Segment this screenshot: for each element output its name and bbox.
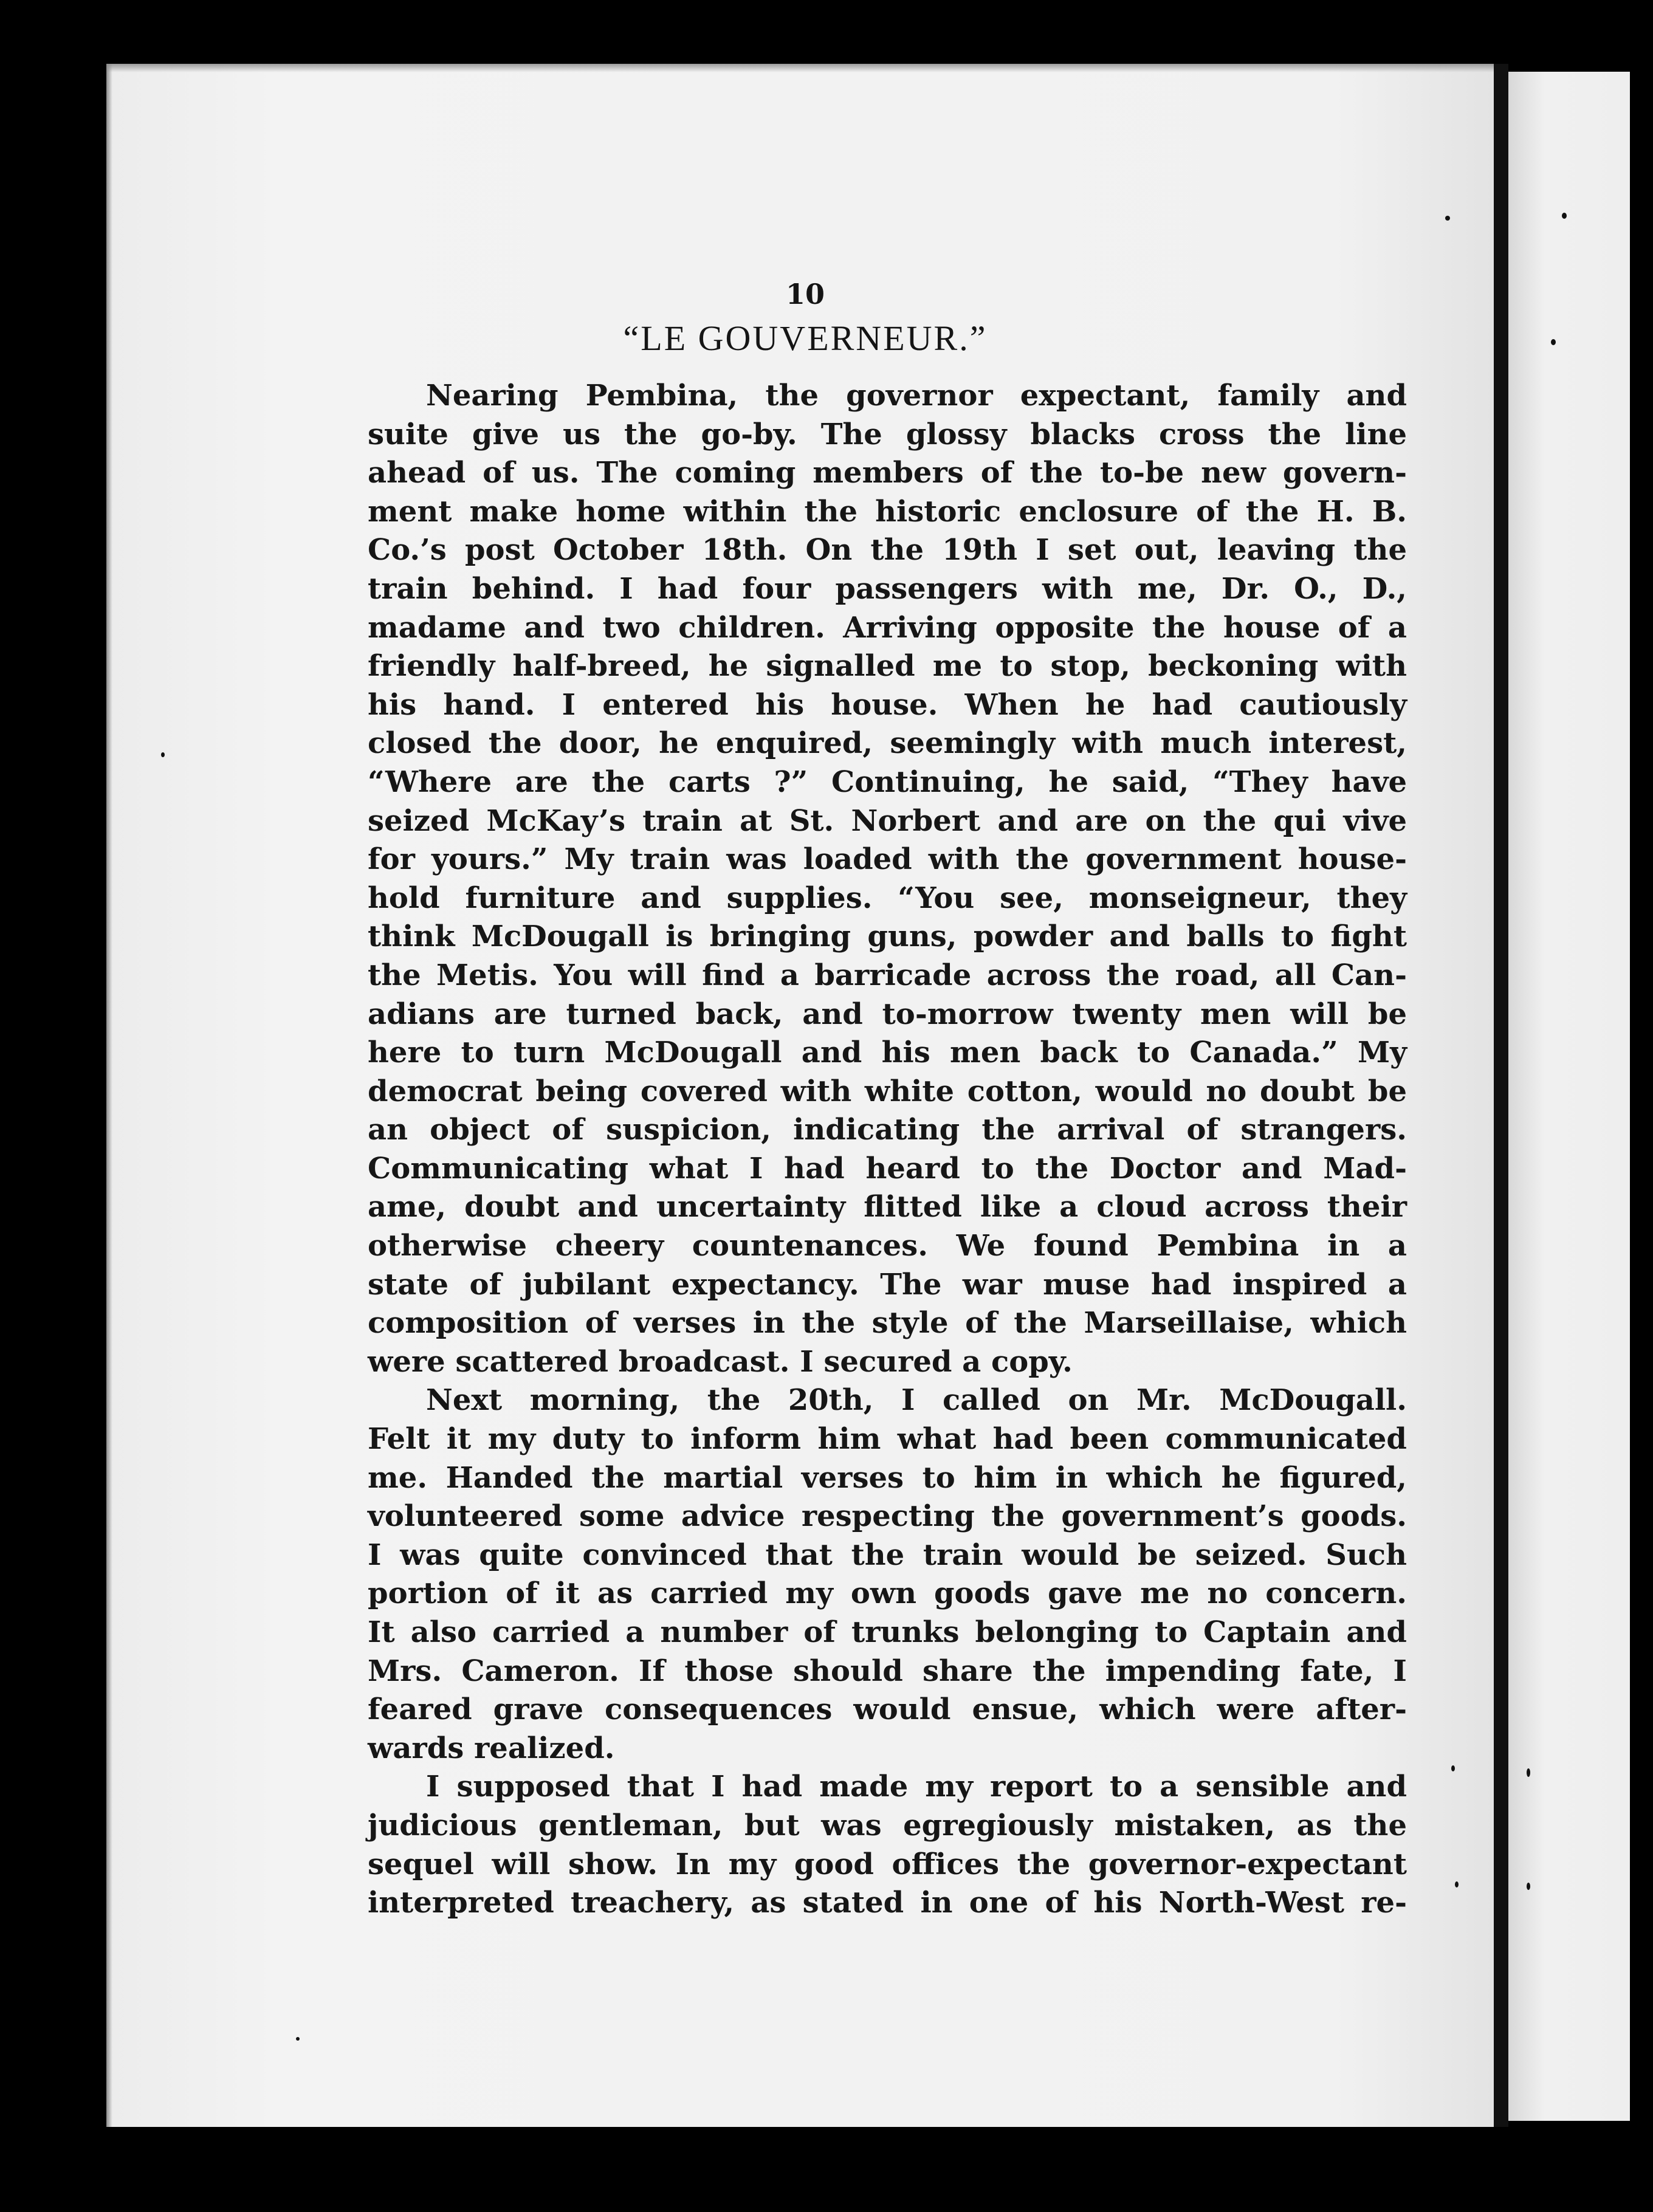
scan-speck (1551, 339, 1556, 345)
text-line: closed the door, he enquired, seemingly with much interest, (368, 726, 1407, 761)
page-edge-shadow-top (106, 64, 1504, 72)
text-line: for yours.” My train was loaded with the government house- (368, 842, 1407, 877)
body-text (368, 377, 1407, 1923)
scan-speck (161, 752, 165, 757)
scan-speck (1451, 1765, 1455, 1771)
book-page (106, 64, 1504, 2127)
text-line: Nearing Pembina, the governor expectant, family and (426, 379, 1407, 413)
text-line: Co.’s post October 18th. On the 19th I set out, leaving the (368, 533, 1407, 568)
text-line: were scattered broadcast. I secured a copy. (368, 1344, 1073, 1379)
text-line: volunteered some advice respecting the government’s goods. (368, 1499, 1407, 1534)
text-line: It also carried a number of trunks belonging to Captain and (368, 1615, 1407, 1649)
text-line: his hand. I entered his house. When he had cautiously (368, 687, 1407, 722)
scan-speck (1527, 1883, 1530, 1890)
text-line: “Where are the carts ?” Continuing, he said, “They have (368, 764, 1407, 799)
text-line: Next morning, the 20th, I called on Mr. McDougall. (426, 1383, 1407, 1418)
text-line: composition of verses in the style of the Marseillaise, which (368, 1306, 1407, 1341)
text-line: think McDougall is bringing guns, powder and balls to fight (368, 919, 1407, 954)
page-edge-shadow-left (106, 64, 112, 2127)
text-line: I was quite convinced that the train would be seized. Such (368, 1537, 1407, 1572)
text-line: state of jubilant expectancy. The war muse had inspired a (368, 1267, 1407, 1302)
page-gutter (1494, 64, 1508, 2127)
text-line: otherwise cheery countenances. We found Pembina in a (368, 1229, 1407, 1263)
text-line: seized McKay’s train at St. Norbert and are on the qui vive (368, 803, 1407, 838)
text-line: adians are turned back, and to-morrow twenty men will be (368, 997, 1407, 1031)
text-line: interpreted treachery, as stated in one of his North-West re- (368, 1886, 1407, 1920)
text-line: feared grave consequences would ensue, which were after- (368, 1692, 1407, 1727)
scan-speck (1445, 216, 1450, 221)
text-line: suite give us the go-by. The glossy blacks cross the line (368, 417, 1407, 452)
text-line: ame, doubt and uncertainty flitted like a cloud across their (368, 1190, 1407, 1224)
scan-speck (1455, 1881, 1459, 1887)
text-line: friendly half-breed, he signalled me to stop, beckoning with (368, 649, 1407, 684)
scan-speck (1562, 213, 1567, 219)
page-number: 10 (785, 278, 825, 311)
text-line: madame and two children. Arriving opposite the house of a (368, 610, 1407, 645)
facing-page-edge (1508, 72, 1630, 2121)
text-line: judicious gentleman, but was egregiously mistaken, as the (368, 1808, 1407, 1843)
text-line: ment make home within the historic enclosure of the H. B. (368, 494, 1407, 529)
text-line: ahead of us. The coming members of the to-be new govern- (368, 456, 1407, 490)
text-line: wards realized. (368, 1731, 615, 1765)
text-line: portion of it as carried my own goods gave me no concern. (368, 1576, 1407, 1611)
text-line: me. Handed the martial verses to him in which he figured, (368, 1460, 1407, 1495)
text-line: the Metis. You will find a barricade across the road, all Can- (368, 958, 1407, 992)
text-line: hold furniture and supplies. “You see, monseigneur, they (368, 881, 1407, 915)
text-line: Mrs. Cameron. If those should share the impending fate, I (368, 1654, 1407, 1688)
text-line: Communicating what I had heard to the Doctor and Mad- (368, 1151, 1407, 1186)
text-line: Felt it my duty to inform him what had been communicated (368, 1422, 1407, 1457)
scan-speck (296, 2037, 300, 2041)
text-line: here to turn McDougall and his men back to Canada.” My (368, 1036, 1407, 1070)
text-line: I supposed that I had made my report to a sensible and (426, 1770, 1407, 1804)
scan-speck (1527, 1768, 1530, 1777)
text-line: democrat being covered with white cotton, would no doubt be (368, 1074, 1407, 1108)
text-line: sequel will show. In my good offices the governor-expectant (368, 1847, 1407, 1881)
chapter-title: “LE GOUVERNEUR.” (623, 318, 988, 358)
text-line: an object of suspicion, indicating the arrival of strangers. (368, 1113, 1407, 1147)
text-line: train behind. I had four passengers with me, Dr. O., D., (368, 571, 1407, 606)
